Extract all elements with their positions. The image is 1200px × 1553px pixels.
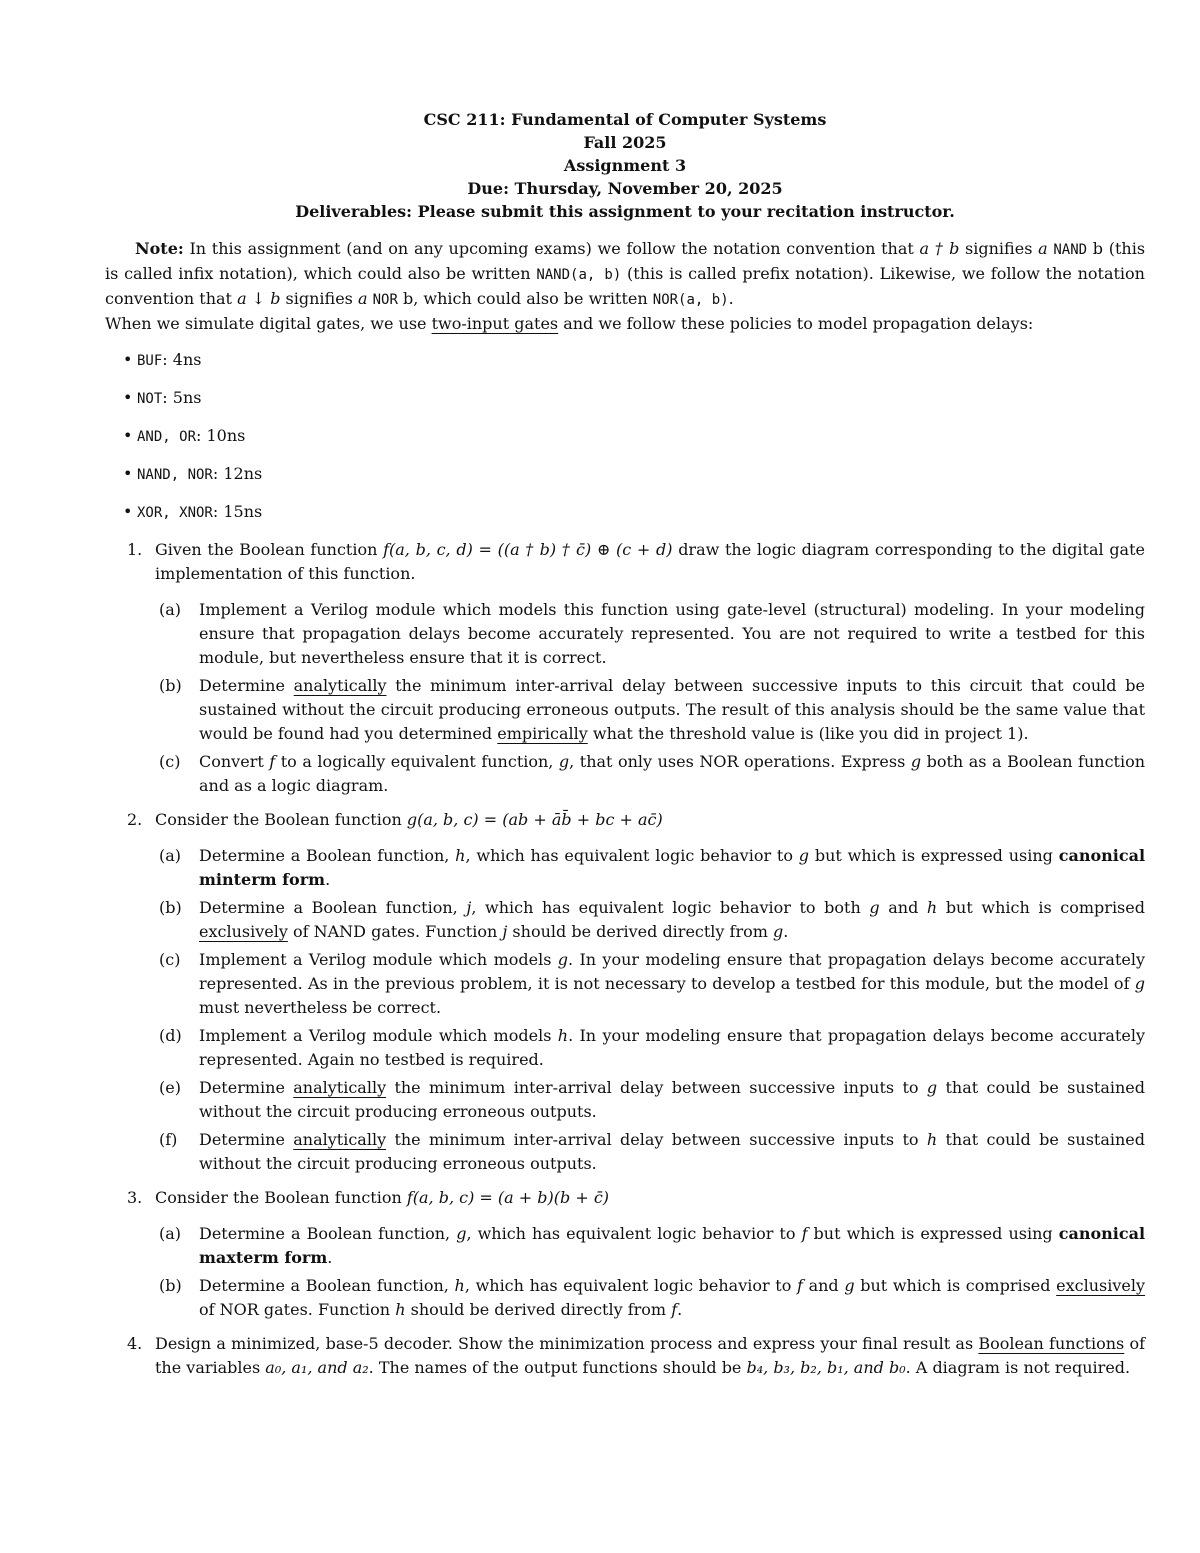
gate-names: NAND, NOR [137, 467, 213, 483]
delay-value: : 15ns [212, 502, 263, 521]
note-text: signifies [959, 239, 1039, 258]
boolean-function: f(a, b, c, d) = ((a † b) † c̄) ⊕ (c + d) [383, 540, 673, 559]
emphasis: empirically [497, 724, 588, 743]
boolean-function: f(a, b, c) = (a + b)(b + c̄) [406, 1188, 610, 1207]
text: . The names of the output functions should be [368, 1358, 747, 1377]
math-var: f [269, 752, 276, 771]
text: what the threshold value is (like you did in project 1). [587, 724, 1029, 743]
subpart-label: (b) [159, 676, 182, 695]
problem-statement [155, 1186, 1145, 1210]
problem-number: 2. [127, 810, 143, 829]
subpart-label: (c) [159, 752, 181, 771]
nand-keyword: NAND [1053, 242, 1088, 258]
math-var: f [801, 1224, 808, 1243]
text: should be derived directly from [507, 922, 774, 941]
text: , which has equivalent logic behavior to [466, 1224, 802, 1243]
text: . In your modeling ensure that propagation delays become accurately represented. As in the previous problem, it is not necessary to develop a testbed for this module, but the model of [199, 950, 1146, 993]
var-a: a [357, 289, 368, 308]
subpart-label: (f) [159, 1130, 178, 1149]
text: to a logically equivalent function, [275, 752, 559, 771]
bold-term: canonical maxterm form [199, 1224, 1146, 1267]
text: of the variables [155, 1334, 1146, 1377]
emphasis: analytically [293, 1078, 387, 1097]
note-text: When we simulate digital gates, we use [105, 314, 432, 333]
delay-value: : 5ns [162, 388, 202, 407]
text: the minimum inter-arrival delay between successive inputs to [386, 1078, 927, 1097]
input-variables: a₀, a₁, and a₂ [265, 1358, 369, 1377]
subpart-text [199, 1274, 1145, 1322]
text: Determine [199, 1078, 294, 1097]
boolean-function: g(a, b, c) = (ab + āb̄ + bc + ac̄) [406, 810, 663, 829]
note-text: and we follow these policies to model propagation delays: [558, 314, 1034, 333]
text: , which has equivalent logic behavior to [464, 1276, 798, 1295]
problem-number: 3. [127, 1188, 143, 1207]
math-var: f [671, 1300, 678, 1319]
problem-number: 1. [127, 540, 143, 559]
subpart [155, 750, 1145, 798]
gate-names: AND, OR [137, 429, 197, 445]
problem-1 [105, 538, 1145, 798]
note-text: signifies [280, 289, 358, 308]
delay-item [123, 424, 1145, 449]
text: . In your modeling ensure that propagation delays become accurately represented. Again no testbed is required. [199, 1026, 1145, 1069]
course-title: CSC 211: Fundamental of Computer Systems [423, 110, 827, 129]
note-text: In this assignment (and on any upcoming exams) we follow the notation convention that [183, 239, 920, 258]
delay-item [123, 386, 1145, 411]
problem-list [105, 538, 1145, 1380]
subpart [155, 1222, 1145, 1270]
text: the minimum inter-arrival delay between successive inputs to this circuit that could be sustained without the circuit producing erroneous outputs. The result of this analysis should be the same value that would be found had you determined [199, 676, 1145, 743]
text: the minimum inter-arrival delay between successive inputs to [386, 1130, 927, 1149]
problem-statement [155, 538, 1145, 586]
delay-item [123, 462, 1145, 487]
text: Determine a Boolean function, [199, 898, 467, 917]
due-date: Due: Thursday, November 20, 2025 [467, 179, 783, 198]
problem-number: 4. [127, 1334, 143, 1353]
text: . [677, 1300, 683, 1319]
text: but which is expressed using [809, 846, 1059, 865]
math-var: g [844, 1276, 855, 1295]
term: Fall 2025 [583, 133, 667, 152]
emphasis: exclusively [1056, 1276, 1146, 1295]
text: . [325, 870, 331, 889]
note-text: (this is called prefix notation). Likewise, we follow the notation convention that [105, 264, 1145, 308]
subpart [155, 948, 1145, 1020]
text: Convert [199, 752, 270, 771]
math-var: h [926, 1130, 938, 1149]
assignment-page [105, 0, 1145, 1390]
subpart-label: (b) [159, 898, 182, 917]
subpart [155, 1128, 1145, 1176]
subpart-text [199, 948, 1145, 1020]
subpart [155, 674, 1145, 746]
subpart-text [199, 844, 1145, 892]
nor-keyword: NOR [372, 292, 398, 308]
text: Consider the Boolean function [155, 810, 407, 829]
subpart-list [155, 844, 1145, 1176]
math-var: h [557, 1026, 569, 1045]
note-text: b, which could also be written [397, 289, 653, 308]
text: draw the logic diagram corresponding to the digital gate implementation of this function. [155, 540, 1145, 583]
text: Determine [199, 676, 294, 695]
emphasis: analytically [293, 1130, 387, 1149]
subpart-label: (c) [159, 950, 181, 969]
math-var: g [926, 1078, 938, 1097]
problem-3 [105, 1186, 1145, 1322]
subpart-label: (b) [159, 1276, 182, 1295]
title-block [105, 108, 1145, 223]
text: . [783, 922, 789, 941]
text: Determine a Boolean function, [199, 846, 456, 865]
problem-2 [105, 808, 1145, 1176]
subpart [155, 1274, 1145, 1322]
gate-names: BUF [137, 353, 163, 369]
subpart-list [155, 598, 1145, 798]
math-var: g [557, 950, 569, 969]
nand-infix-expr: a † b [919, 239, 960, 258]
note-text: b (this is called infix notation), which could also be written [105, 239, 1146, 283]
subpart [155, 896, 1145, 944]
subpart-text: Implement a Verilog module which models this function using gate-level (structural) modeling. In your modeling ensure that propagation delays become accurately represented. You are not required to write a testbed for this module, but nevertheless ensure that it is correct. [199, 600, 1145, 667]
text: that could be sustained without the circuit producing erroneous outputs. [199, 1130, 1146, 1173]
text: Implement a Verilog module which models [199, 1026, 558, 1045]
note-paragraph [105, 237, 1145, 312]
subpart-text [199, 674, 1145, 746]
text: Determine a Boolean function, [199, 1276, 455, 1295]
text: . [327, 1248, 333, 1267]
text: of NAND gates. Function [287, 922, 503, 941]
text: both as a Boolean function and as a logic diagram. [199, 752, 1146, 795]
text: and [879, 898, 927, 917]
subpart [155, 1076, 1145, 1124]
subpart-text [199, 1024, 1145, 1072]
math-var: g [798, 846, 810, 865]
subpart-label: (d) [159, 1026, 182, 1045]
delay-value: : 10ns [196, 426, 246, 445]
text: should be derived directly from [405, 1300, 672, 1319]
emphasis: exclusively [199, 922, 288, 941]
text: but which is comprised [937, 898, 1145, 917]
subpart [155, 844, 1145, 892]
text: that could be sustained without the circuit producing erroneous outputs. [199, 1078, 1146, 1121]
text: Determine a Boolean function, [199, 1224, 457, 1243]
delay-value: : 4ns [162, 350, 202, 369]
emphasis: analytically [293, 676, 387, 695]
gate-names: XOR, XNOR [137, 505, 213, 521]
math-var: h [455, 846, 466, 865]
nor-prefix-expr: NOR(a, b) [652, 292, 729, 308]
math-var: h [454, 1276, 465, 1295]
text: Implement a Verilog module which models [199, 950, 558, 969]
subpart-list [155, 1222, 1145, 1322]
text: Design a minimized, base-5 decoder. Show the minimization process and express your final result as [155, 1334, 979, 1353]
text: , that only uses NOR operations. Express [569, 752, 911, 771]
var-a: a [1038, 239, 1048, 258]
problem-statement [155, 1332, 1145, 1380]
emphasis: Boolean functions [978, 1334, 1125, 1353]
text: must nevertheless be correct. [199, 998, 442, 1017]
subpart-text [199, 896, 1145, 944]
delay-item [123, 500, 1145, 525]
math-var: h [395, 1300, 406, 1319]
text: , which has equivalent logic behavior to both [471, 898, 870, 917]
subpart [155, 598, 1145, 670]
problem-4 [105, 1332, 1145, 1380]
text: of NOR gates. Function [199, 1300, 396, 1319]
nand-prefix-expr: NAND(a, b) [536, 267, 622, 283]
math-var: g [869, 898, 880, 917]
math-var: g [456, 1224, 467, 1243]
subpart-label: (a) [159, 600, 182, 619]
subpart-text [199, 750, 1145, 798]
delay-item [123, 348, 1145, 373]
math-var: j [502, 922, 508, 941]
subpart-text [199, 1222, 1145, 1270]
text: . A diagram is not required. [905, 1358, 1131, 1377]
math-var: j [466, 898, 472, 917]
deliverables: Deliverables: Please submit this assignment to your recitation instructor. [295, 202, 955, 221]
subpart-label: (a) [159, 1224, 182, 1243]
note-label: Note: [135, 239, 184, 258]
math-var: g [773, 922, 784, 941]
math-var: g [1134, 974, 1145, 993]
text: but which is comprised [854, 1276, 1057, 1295]
text: and [802, 1276, 845, 1295]
text: but which is expressed using [807, 1224, 1059, 1243]
math-var: h [926, 898, 938, 917]
output-functions: b₄, b₃, b₂, b₁, and b₀ [746, 1358, 906, 1377]
math-var: g [910, 752, 922, 771]
subpart-text [199, 1076, 1145, 1124]
text: Given the Boolean function [155, 540, 384, 559]
gate-names: NOT [137, 391, 163, 407]
note-text: . [728, 289, 734, 308]
text: , which has equivalent logic behavior to [465, 846, 799, 865]
bold-term: canonical minterm form [199, 846, 1146, 889]
simulation-note [105, 312, 1145, 336]
subpart-text [199, 1128, 1145, 1176]
math-var: g [558, 752, 570, 771]
delay-value: : 12ns [212, 464, 263, 483]
subpart [155, 1024, 1145, 1072]
assignment-number: Assignment 3 [563, 156, 687, 175]
problem-statement [155, 808, 1145, 832]
nor-infix-expr: a ↓ b [237, 289, 281, 308]
delay-list [105, 348, 1145, 525]
two-input-gates-emphasis: two-input gates [431, 314, 559, 333]
math-var: f [797, 1276, 803, 1295]
text: Consider the Boolean function [155, 1188, 407, 1207]
text: Determine [199, 1130, 294, 1149]
subpart-label: (e) [159, 1078, 181, 1097]
subpart-label: (a) [159, 846, 182, 865]
